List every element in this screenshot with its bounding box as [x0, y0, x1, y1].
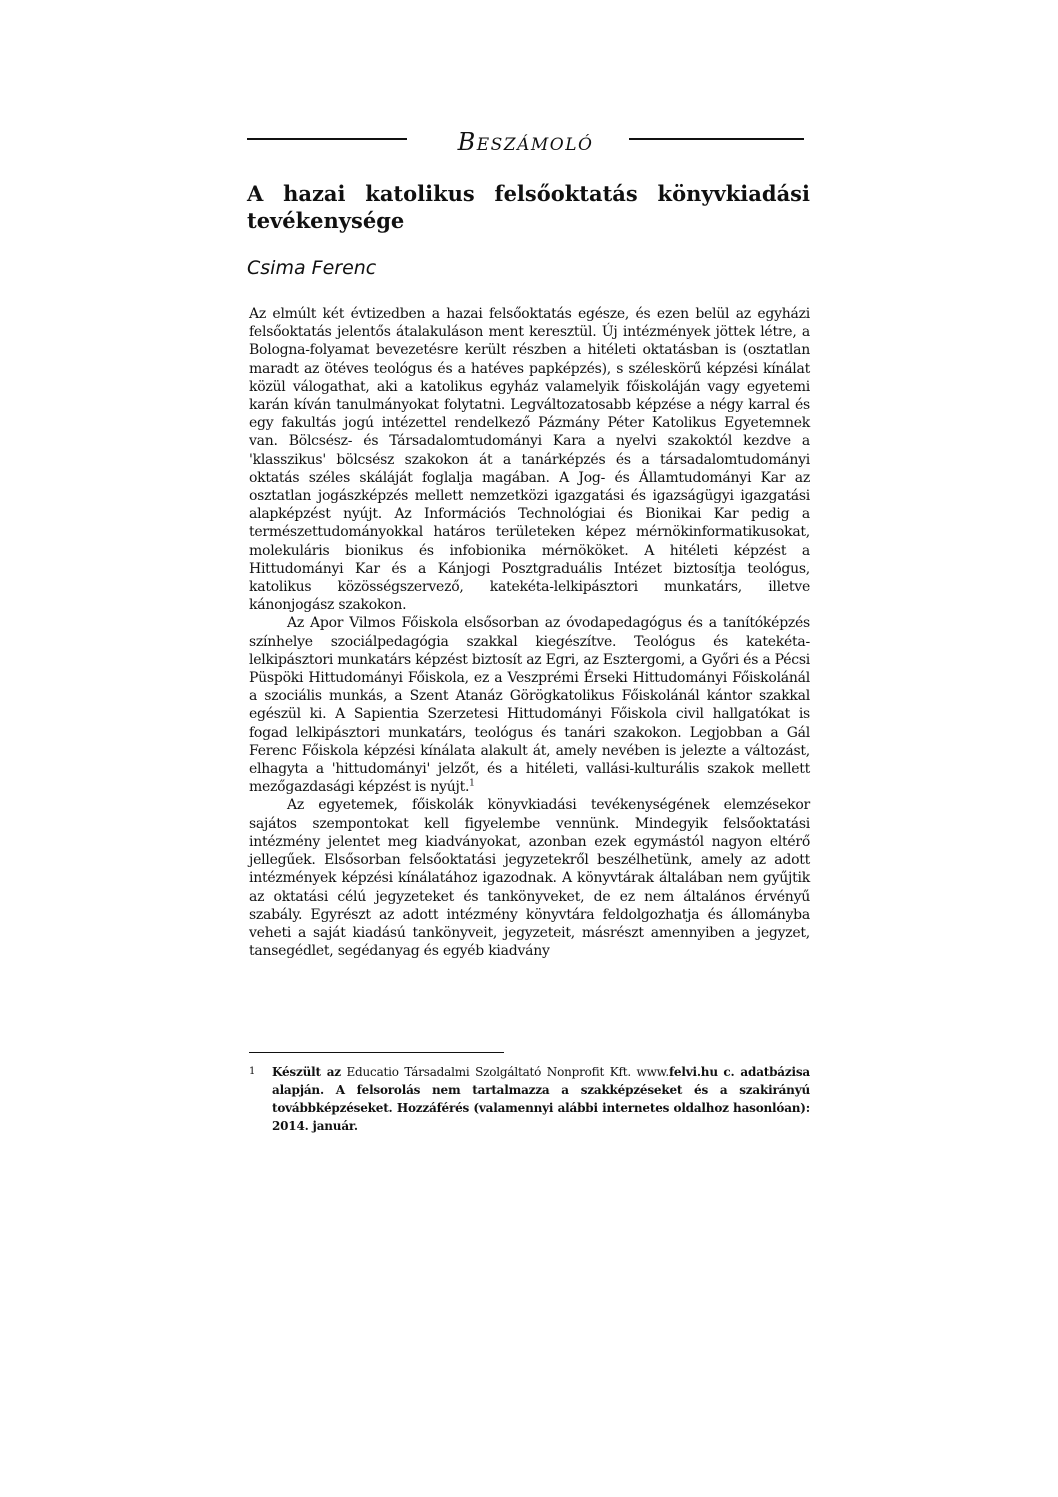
- footnote-separator: [249, 1052, 504, 1053]
- footnote-reference[interactable]: 1: [469, 778, 475, 789]
- footnote: [249, 1063, 810, 1135]
- footnote-rest: c. adatbázisa alapján. A felsorolás nem tartalmazza a szakképzéseket és a szakirányú továbbképzéseket. Hozzáférés (valamennyi alábbi internetes oldalhoz hasonlóan): 2014. január.: [272, 1065, 810, 1133]
- article-body: [249, 305, 810, 960]
- paragraph-3: Az egyetemek, főiskolák könyvkiadási tevékenységének elemzésekor sajátos szempontokat kell figyelembe vennünk. Mindegyik felsőoktatási intézmény jelentet meg kiadványokat, azonban ezek egymástól nagyon eltérő jellegűek. Elsősorban felsőoktatási jegyzetekről beszélhetünk, amely az adott intézmények képzési kínálatához igazodnak. A könyvtárak általában nem gyűjtik az oktatási célú jegyzeteket és tankönyveket, de ez nem általános érvényű szabály. Egyrészt az adott intézmény könyvtára feldolgozhatja és állományba veheti a saját kiadású tankönyveit, jegyzeteit, másrészt amennyiben a jegyzet, tansegédlet, segédanyag és egyéb kiadvány: [249, 797, 810, 960]
- section-label: Beszámoló: [457, 128, 594, 156]
- header-rule-right: [629, 138, 804, 140]
- article-title: A hazai katolikus felsőoktatás könyvkiadási tevékenysége: [247, 181, 810, 233]
- footnote-site: felvi.hu: [668, 1065, 718, 1079]
- footnote-number: 1: [249, 1066, 256, 1077]
- footnote-source: Educatio Társadalmi Szolgáltató Nonprofit Kft. www.: [346, 1065, 669, 1079]
- footnote-lead: Készült az: [272, 1065, 341, 1079]
- paragraph-2-text: Az Apor Vilmos Főiskola elsősorban az óvodapedagógus és a tanítóképzés színhelye szociálpedagógia szakkal kiegészítve. Teológus és katekéta-lelkipásztori munkatárs képzést biztosít az Egri, az Esztergomi, a Győri és a Pécsi Püspöki Hittudományi Főiskola, ez a Veszprémi Érseki Hittudományi Főiskolánál a szociális munkás, a Szent Atanáz Görögkatolikus Főiskolánál kántor szakkal egészül ki. A Sapientia Szerzetesi Hittudományi Főiskola civil hallgatókat is fogad lelkipásztori munkatárs, teológus és tanári szakokon. Legjobban a Gál Ferenc Főiskola képzési kínálata alakult át, amely nevében is jelezte a változást, elhagyta a 'hittudományi' jelzőt, és a hitéleti, vallási-kulturális szakok mellett mezőgazdasági képzést is nyújt.: [249, 615, 810, 796]
- section-header: [247, 128, 804, 158]
- paragraph-2: [249, 614, 810, 796]
- paragraph-1: Az elmúlt két évtizedben a hazai felsőoktatás egésze, és ezen belül az egyházi felsőoktatás jelentős átalakuláson ment keresztül. Új intézmények jöttek létre, a Bologna-folyamat bevezetésre került részben a hitéleti oktatásban is (osztatlan maradt az ötéves teológus és a hatéves papképzés), s széleskörű képzési kínálat közül válogathat, aki a katolikus egyház valamelyik főiskoláján vagy egyetemi karán kíván tanulmányokat folytatni. Legváltozatosabb képzése a négy karral és egy fakultás jogú intézettel rendelkező Pázmány Péter Katolikus Egyetemnek van. Bölcsész- és Társadalomtudományi Kara a nyelvi szakoktól kezdve a 'klasszikus' bölcsész szakokon át a tanárképzés és a társadalomtudományi oktatás széles skáláját foglalja magában. A Jog- és Államtudományi Kar az osztatlan jogászképzés mellett nemzetközi igazgatási és igazságügyi igazgatási alapképzést nyújt. Az Információs Technológiai és Bionikai Kar pedig a természettudományokkal határos területeken képez mérnökinformatikusokat, molekuláris bionikus és infobionika mérnököket. A hitéleti képzést a Hittudományi Kar és a Kánjogi Posztgraduális Intézet biztosítja teológus, katolikus közösségszervező, katekéta-lelkipásztori munkatárs, illetve kánonjogász szakokon.: [249, 306, 810, 614]
- article-author: Csima Ferenc: [247, 257, 377, 279]
- footnote-body: [272, 1063, 810, 1135]
